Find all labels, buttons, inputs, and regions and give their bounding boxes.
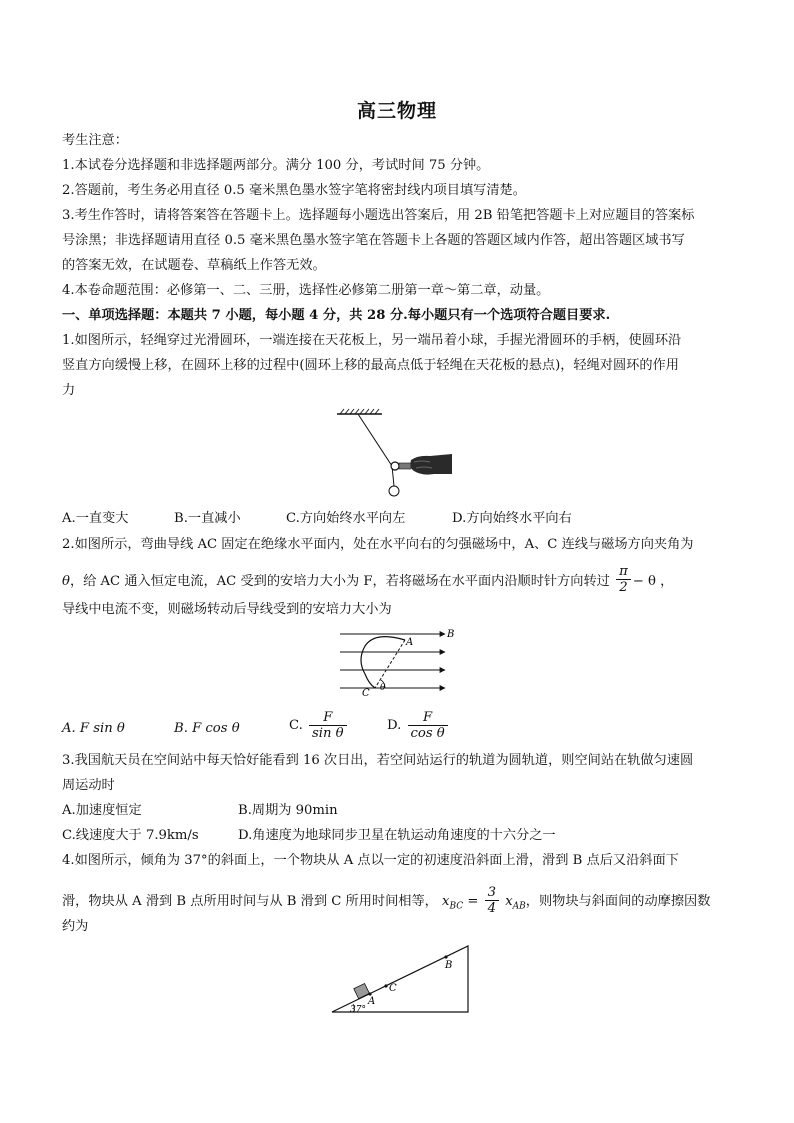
q4-text-2 xyxy=(62,886,710,917)
q2-text-2b: ，给 AC 通入恒定电流，AC 受到的安培力大小为 F，若将磁场在水平面内沿顺时针方向转过 xyxy=(69,574,610,589)
q2-label-b: B xyxy=(447,629,455,640)
q1-option-d[interactable]: D.方向始终水平向右 xyxy=(452,511,572,526)
section-heading: 一、单项选择题：本题共 7 小题，每小题 4 分，共 28 分.每小题只有一个选项符合题目要求. xyxy=(62,308,611,323)
q2-option-c-prefix: C. xyxy=(289,718,303,733)
q4-x1: x xyxy=(442,894,450,909)
q2-option-c[interactable] xyxy=(289,710,349,741)
notice-item-4: 4.本卷命题范围：必修第一、二、三册，选择性必修第二册第一章～第二章，动量。 xyxy=(62,283,550,298)
q1-option-a[interactable]: A.一直变大 xyxy=(62,511,129,526)
q1-option-c[interactable]: C.方向始终水平向左 xyxy=(286,511,406,526)
q1-text-2: 竖直方向缓慢上移，在圆环上移的过程中(圆环上移的最高点低于轻绳在天花板的悬点)，轻绳对圆环的作用 xyxy=(62,358,679,373)
q2-options xyxy=(62,710,562,754)
q4-text-2b: ，则物块与斜面间的动摩擦因数 xyxy=(525,894,711,909)
q3-text-2: 周运动时 xyxy=(62,778,115,793)
q2-text-3: 导线中电流不变，则磁场转动后导线受到的安培力大小为 xyxy=(62,602,392,617)
q2-figure xyxy=(335,626,465,702)
q4-label-c: C xyxy=(389,983,397,994)
q3-text-1: 3.我国航天员在空间站中每天恰好能看到 16 次日出，若空间站运行的轨道为圆轨道，则空间站在轨做匀速圆 xyxy=(62,753,694,768)
q2-option-c-frac xyxy=(309,710,347,741)
q4-x2: x xyxy=(505,894,513,909)
notice-item-2: 2.答题前，考生务必用直径 0.5 毫米黑色墨水签字笔将密封线内项目填写清楚。 xyxy=(62,183,526,198)
q2-label-theta: θ xyxy=(380,683,386,693)
q2-frac-den: 2 xyxy=(619,580,628,595)
notice-item-3-cont: 号涂黑；非选择题请用直径 0.5 毫米黑色墨水签字笔在答题卡上各题的答题区域内作答，超出答题区域书写 xyxy=(62,233,685,248)
notice-item-3: 3.考生作答时，请将答案答在答题卡上。选择题每小题选出答案后，用 2B 铅笔把答题卡上对应题目的答案标 xyxy=(62,208,695,223)
q3-option-a[interactable]: A.加速度恒定 xyxy=(62,803,142,818)
q2-option-d-prefix: D. xyxy=(387,718,402,733)
q3-option-c[interactable]: C.线速度大于 7.9km/s xyxy=(62,828,199,843)
q2-option-c-num: F xyxy=(309,710,347,726)
q4-xab xyxy=(505,894,526,912)
q4-xbc xyxy=(442,894,464,912)
q2-option-d-den: cos θ xyxy=(410,726,445,741)
q2-frac-num: π xyxy=(616,564,631,580)
q4-label-angle: 37° xyxy=(350,1005,366,1015)
q2-text-2c: − θ ， xyxy=(632,574,674,589)
q2-option-d[interactable] xyxy=(387,710,450,741)
q2-text-1: 2.如图所示，弯曲导线 AC 固定在绝缘水平面内，处在水平向右的匀强磁场中，A、C 连线与磁场方向夹角为 xyxy=(62,537,694,552)
q3-option-d[interactable]: D.角速度为地球同步卫星在轨运动角速度的十六分之一 xyxy=(238,828,556,843)
notice-item-1: 1.本试卷分选择题和非选择题两部分。满分 100 分，考试时间 75 分钟。 xyxy=(62,158,490,173)
q2-theta: θ xyxy=(62,574,70,589)
q2-option-d-frac xyxy=(408,710,448,741)
q2-option-b[interactable]: B. F cos θ xyxy=(174,721,240,736)
q4-frac-den: 4 xyxy=(487,901,497,916)
q4-text-1: 4.如图所示，倾角为 37°的斜面上，一个物块从 A 点以一定的初速度沿斜面上滑，滑到 B 点后又沿斜面下 xyxy=(62,853,679,868)
q4-label-a: A xyxy=(368,996,376,1007)
q4-text-3: 约为 xyxy=(62,919,89,934)
q2-text-2 xyxy=(62,566,673,597)
q2-option-d-num: F xyxy=(408,710,448,726)
q3-options-row2 xyxy=(62,827,682,845)
q4-frac-num: 3 xyxy=(485,885,499,901)
q1-option-b[interactable]: B.一直减小 xyxy=(174,511,241,526)
q3-option-b[interactable]: B.周期为 90min xyxy=(238,803,338,818)
q4-text-2a: 滑，物块从 A 滑到 B 点所用时间与从 B 滑到 C 所用时间相等， xyxy=(62,894,438,909)
q1-options xyxy=(62,510,742,528)
q1-figure xyxy=(330,408,460,500)
q2-fraction xyxy=(616,564,631,595)
q2-option-a[interactable]: A. F sin θ xyxy=(62,721,125,736)
q1-text-1: 1.如图所示，轻绳穿过光滑圆环，一端连接在天花板上，另一端吊着小球，手握光滑圆环的手柄，使圆环沿 xyxy=(62,333,682,348)
notice-item-3-cont2: 的答案无效，在试题卷、草稿纸上作答无效。 xyxy=(62,258,326,273)
q4-fraction xyxy=(485,885,499,916)
q4-xbc-sub: BC xyxy=(449,901,464,912)
q2-label-a: A xyxy=(406,637,414,648)
q4-label-b: B xyxy=(445,960,453,971)
notice-heading: 考生注意： xyxy=(62,133,128,148)
q4-equals: = xyxy=(467,894,479,909)
q3-options-row1 xyxy=(62,802,562,820)
q4-figure xyxy=(328,942,474,1016)
q2-label-c: C xyxy=(362,688,370,699)
q2-option-c-den: sin θ xyxy=(312,726,344,741)
q4-xab-sub: AB xyxy=(512,901,526,912)
q1-text-3: 力 xyxy=(62,383,76,398)
page-title: 高三物理 xyxy=(356,100,437,122)
